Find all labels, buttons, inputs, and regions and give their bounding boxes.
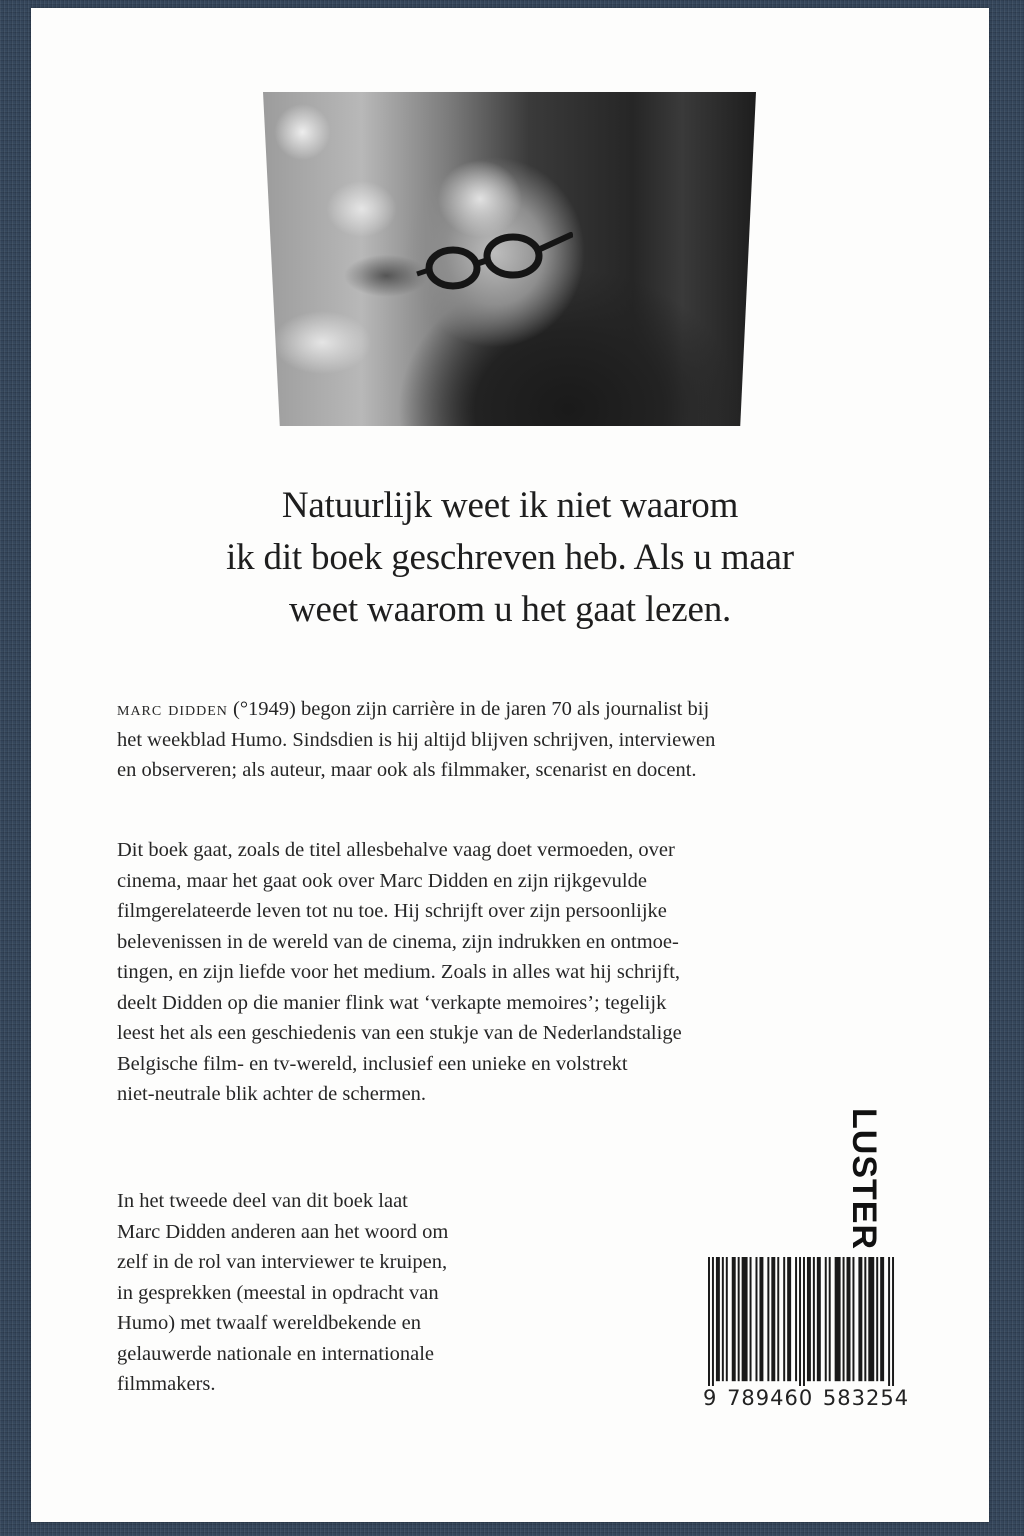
text-line: In het tweede deel van dit boek laat — [117, 1190, 408, 1212]
quote-line: weet waarom u het gaat lezen. — [288, 589, 732, 630]
quote-line: ik dit boek geschreven heb. Als u maar — [226, 537, 794, 578]
text-line: het weekblad Humo. Sindsdien is hij altijd blijven schrijven, interviewen — [117, 728, 716, 751]
text-line: Humo) met twaalf wereldbekende en — [117, 1312, 421, 1334]
author-bio-paragraph — [117, 694, 937, 786]
text-line: deelt Didden op die manier flink wat ‘verkapte memoires’; tegelijk — [117, 991, 667, 1014]
text-line: gelauwerde nationale en internationale — [117, 1342, 435, 1365]
text-line: Marc Didden anderen aan het woord om — [117, 1220, 449, 1243]
isbn-barcode — [702, 1253, 910, 1413]
second-part-paragraph — [117, 1186, 637, 1400]
quote-line: Natuurlijk weet ik niet waarom — [281, 485, 739, 526]
description-paragraph — [117, 835, 937, 1110]
text-line: filmmakers. — [117, 1373, 216, 1395]
text-line: niet-neutrale blik achter de schermen. — [117, 1083, 427, 1105]
author-name: marc didden — [117, 698, 228, 720]
text-line: leest het als een geschiedenis van een stukje van de Nederlandstalige — [117, 1022, 682, 1044]
isbn-group-2: 583254 — [822, 1386, 910, 1410]
text-line: en observeren; als auteur, maar ook als filmmaker, scenarist en docent. — [117, 759, 697, 781]
text-line: marc didden (°1949) begon zijn carrière in de jaren 70 als journalist bij — [117, 698, 710, 720]
text-line: Dit boek gaat, zoals de titel allesbehalve vaag doet vermoeden, over — [117, 839, 675, 861]
publisher-logo: LUSTER — [845, 1108, 883, 1250]
isbn-group-1: 789460 — [727, 1386, 814, 1410]
text-line: tingen, en zijn liefde voor het medium. Zoals in alles wat hij schrijft, — [117, 961, 681, 983]
pull-quote — [31, 480, 989, 636]
text-line: Belgische film- en tv-wereld, inclusief een unieke en volstrekt — [117, 1052, 628, 1075]
text-line: filmgerelateerde leven tot nu toe. Hij schrijft over zijn persoonlijke — [117, 900, 667, 922]
text-line: cinema, maar het gaat ook over Marc Didden en zijn rijkgevulde — [117, 869, 647, 892]
isbn-number — [702, 1386, 910, 1410]
glasses-graphic — [413, 232, 573, 292]
text-line: zelf in de rol van interviewer te kruipen, — [117, 1251, 448, 1273]
author-photo — [263, 92, 756, 426]
text-line: belevenissen in de wereld van de cinema, zijn indrukken en ontmoe- — [117, 930, 679, 953]
book-back-cover — [31, 8, 989, 1522]
barcode-bars — [708, 1257, 896, 1392]
isbn-prefix-digit: 9 — [703, 1386, 718, 1410]
text-line: in gesprekken (meestal in opdracht van — [117, 1281, 439, 1304]
